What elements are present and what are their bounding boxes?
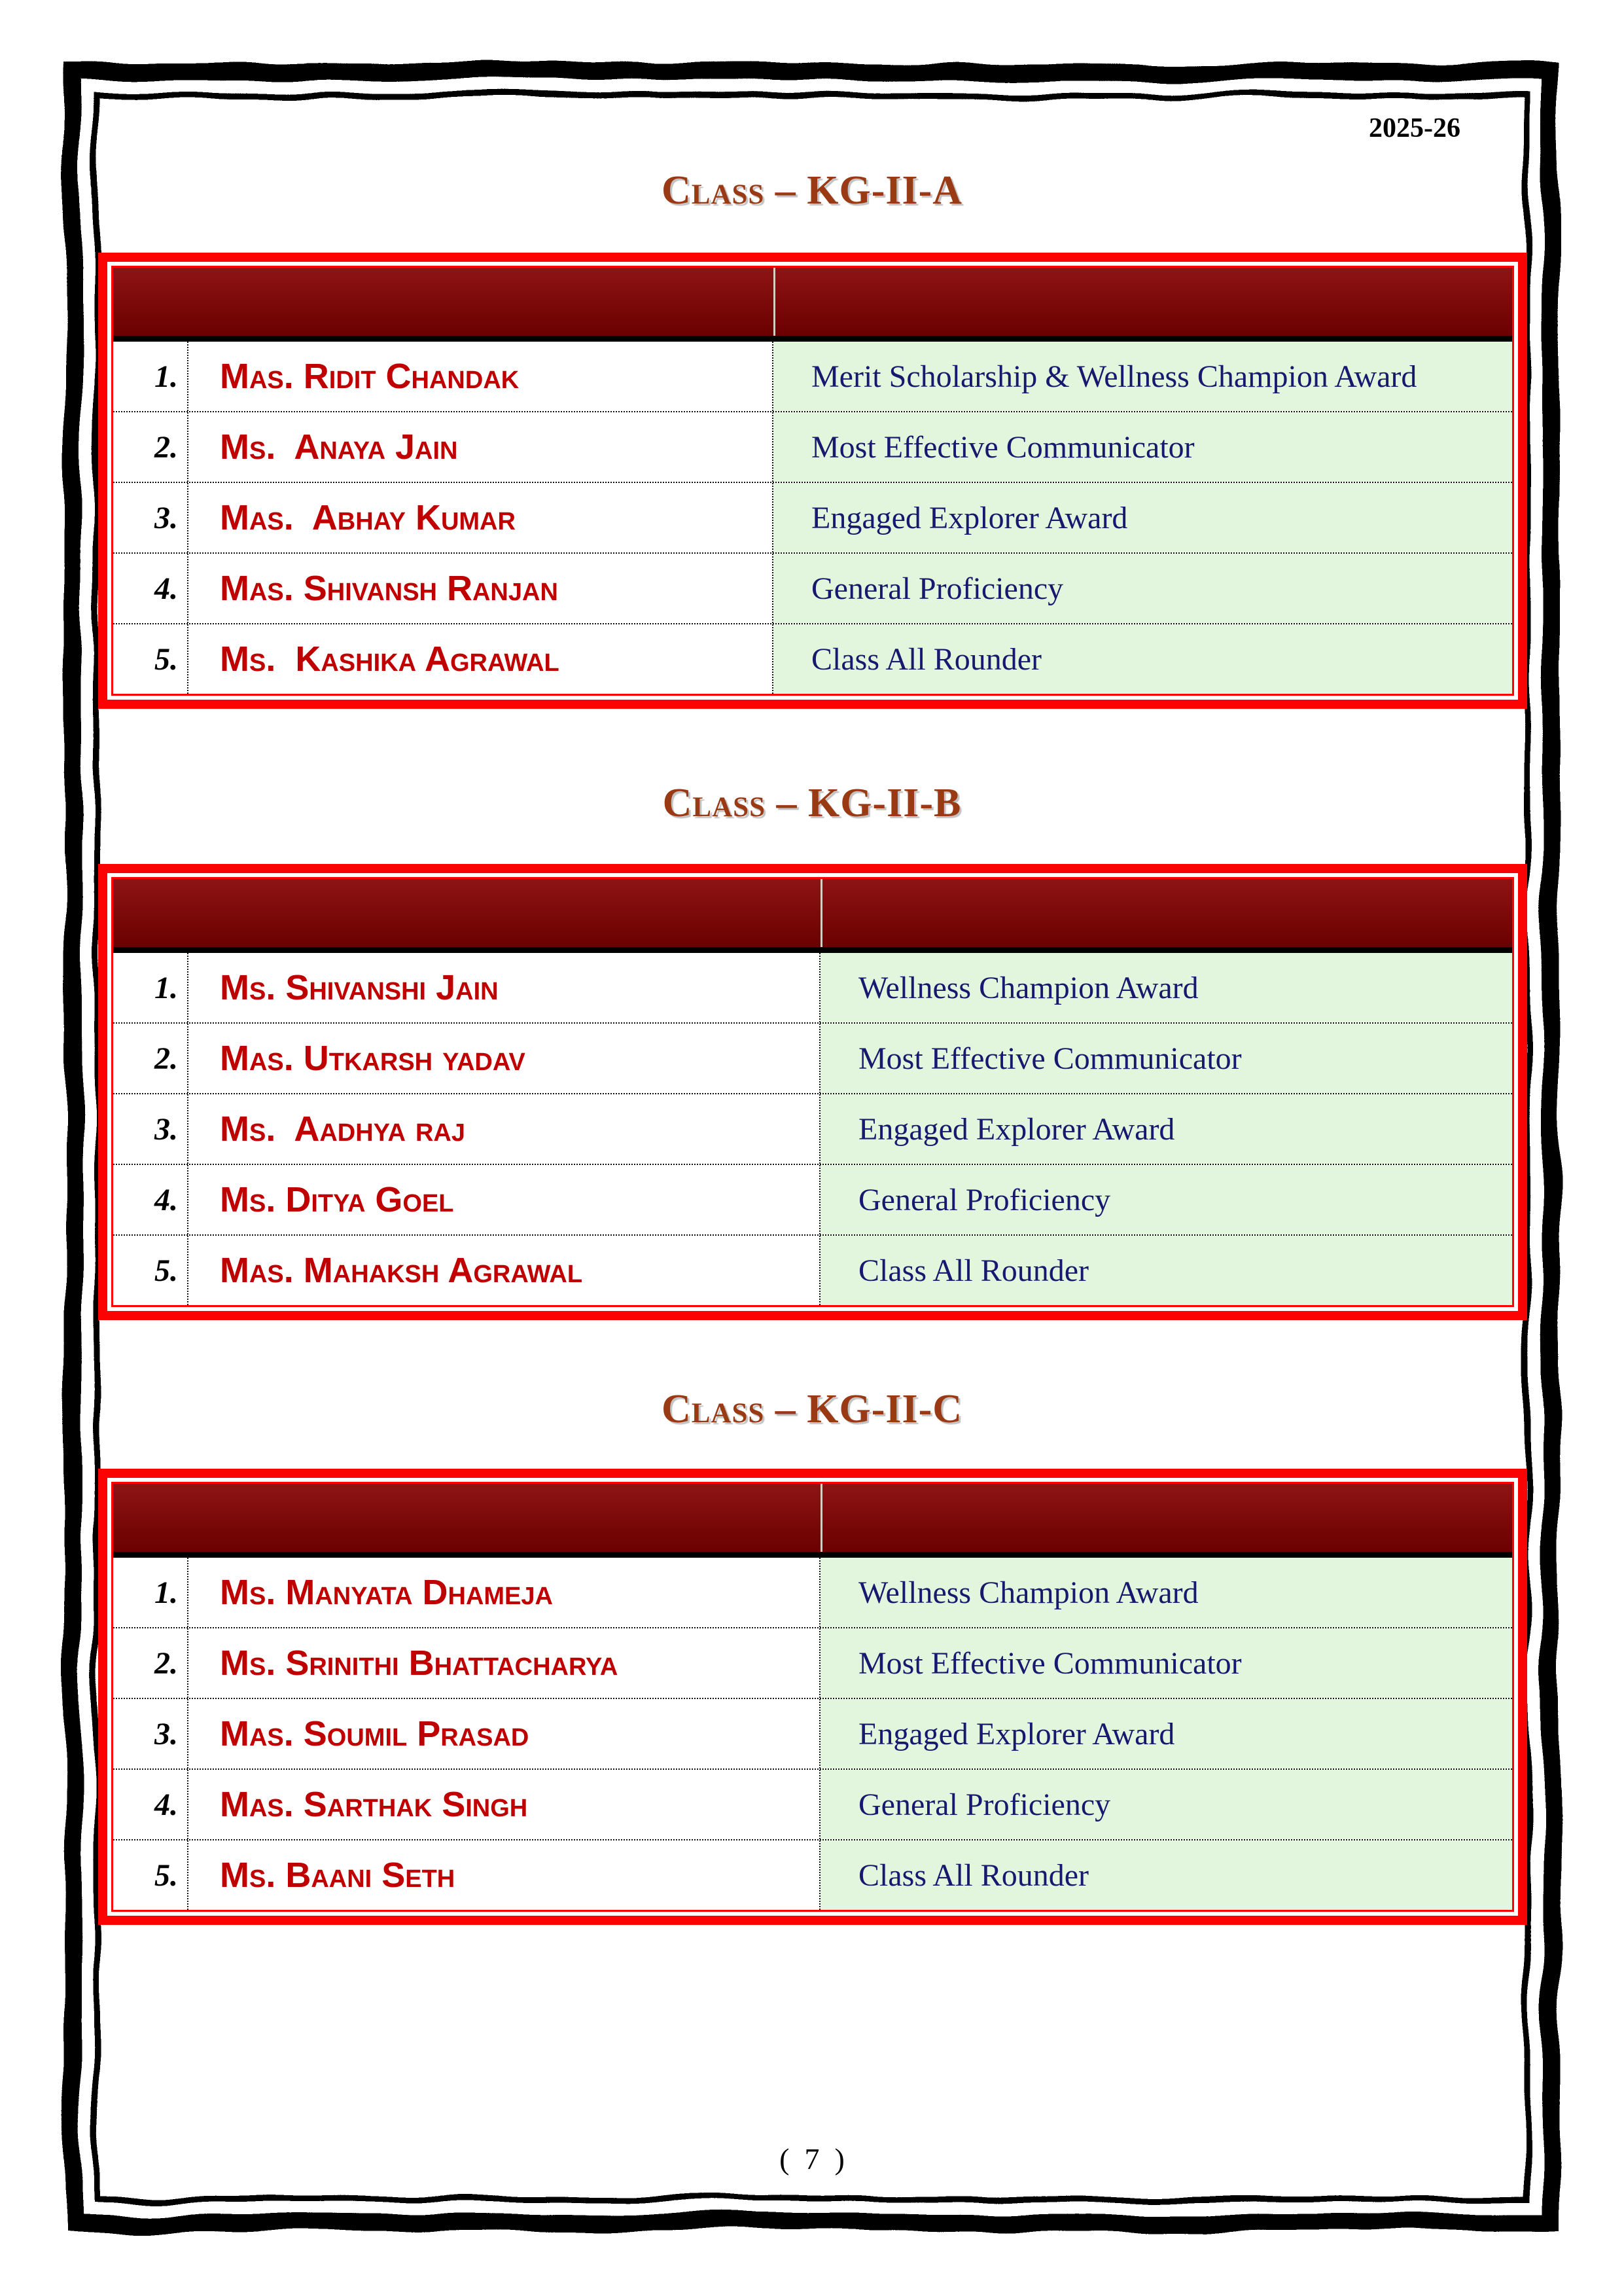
header-cell-name [113,1484,821,1552]
row-number: 3. [113,1094,188,1164]
table-header-row [113,1484,1512,1552]
student-name: Ms. Anaya Jain [188,412,773,482]
table-inner-frame [111,1482,1514,1912]
award-table-kg2c [98,1469,1527,1925]
table-row [113,1022,1512,1093]
student-name: Ms. Aadhya raj [188,1094,821,1164]
award-table-kg2b [98,864,1527,1320]
table-row [113,623,1512,694]
award-name: General Proficiency [773,554,1512,623]
table-row [113,342,1512,411]
row-number: 5. [113,1236,188,1305]
award-name: Most Effective Communicator [821,1024,1512,1093]
student-name: Mas. Soumil Prasad [188,1699,821,1768]
section-title-kg2c: Class – KG-II-C [661,1387,963,1431]
page-number: ( 7 ) [779,2142,845,2176]
header-cell-award [773,268,1512,336]
award-name: General Proficiency [821,1770,1512,1839]
award-name: Wellness Champion Award [821,953,1512,1022]
table-row [113,1768,1512,1839]
row-number: 1. [113,953,188,1022]
student-name: Ms. Manyata Dhameja [188,1558,821,1627]
header-underline [113,947,1512,953]
award-name: Engaged Explorer Award [773,483,1512,552]
student-name: Ms. Baani Seth [188,1840,821,1910]
student-name: Mas. Shivansh Ranjan [188,554,773,623]
student-name: Ms. Ditya Goel [188,1165,821,1234]
table-header-row [113,879,1512,947]
table-row [113,1164,1512,1234]
table-row [113,482,1512,552]
header-cell-name [113,879,821,947]
section-title-kg2b: Class – KG-II-B [662,781,962,825]
student-name: Ms. Shivanshi Jain [188,953,821,1022]
award-name: Merit Scholarship & Wellness Champion Award [773,342,1512,411]
year-label: 2025-26 [1369,113,1460,143]
table-row [113,1627,1512,1698]
row-number: 2. [113,412,188,482]
table-header-row [113,268,1512,336]
table-inner-frame [111,266,1514,696]
table-row [113,953,1512,1022]
table-row [113,411,1512,482]
table-row [113,552,1512,623]
student-name: Mas. Utkarsh yadav [188,1024,821,1093]
award-name: Class All Rounder [821,1840,1512,1910]
award-name: Most Effective Communicator [821,1628,1512,1698]
award-name: General Proficiency [821,1165,1512,1234]
row-number: 4. [113,554,188,623]
student-name: Ms. Srinithi Bhattacharya [188,1628,821,1698]
row-number: 2. [113,1024,188,1093]
row-number: 1. [113,342,188,411]
row-number: 5. [113,624,188,694]
table-row [113,1839,1512,1910]
student-name: Mas. Mahaksh Agrawal [188,1236,821,1305]
header-cell-name [113,268,773,336]
table-row [113,1093,1512,1164]
table-row [113,1234,1512,1305]
award-name: Engaged Explorer Award [821,1094,1512,1164]
header-cell-award [821,879,1512,947]
table-inner-frame [111,877,1514,1307]
header-underline [113,336,1512,342]
award-name: Wellness Champion Award [821,1558,1512,1627]
award-name: Class All Rounder [773,624,1512,694]
student-name: Mas. Abhay Kumar [188,483,773,552]
award-name: Class All Rounder [821,1236,1512,1305]
row-number: 4. [113,1770,188,1839]
row-number: 3. [113,483,188,552]
student-name: Mas. Sarthak Singh [188,1770,821,1839]
row-number: 5. [113,1840,188,1910]
table-row [113,1558,1512,1627]
student-name: Ms. Kashika Agrawal [188,624,773,694]
award-name: Engaged Explorer Award [821,1699,1512,1768]
table-row [113,1698,1512,1768]
row-number: 3. [113,1699,188,1768]
row-number: 2. [113,1628,188,1698]
award-name: Most Effective Communicator [773,412,1512,482]
award-table-kg2a [98,253,1527,709]
header-underline [113,1552,1512,1558]
row-number: 1. [113,1558,188,1627]
section-title-kg2a: Class – KG-II-A [661,168,963,213]
header-cell-award [821,1484,1512,1552]
student-name: Mas. Ridit Chandak [188,342,773,411]
row-number: 4. [113,1165,188,1234]
